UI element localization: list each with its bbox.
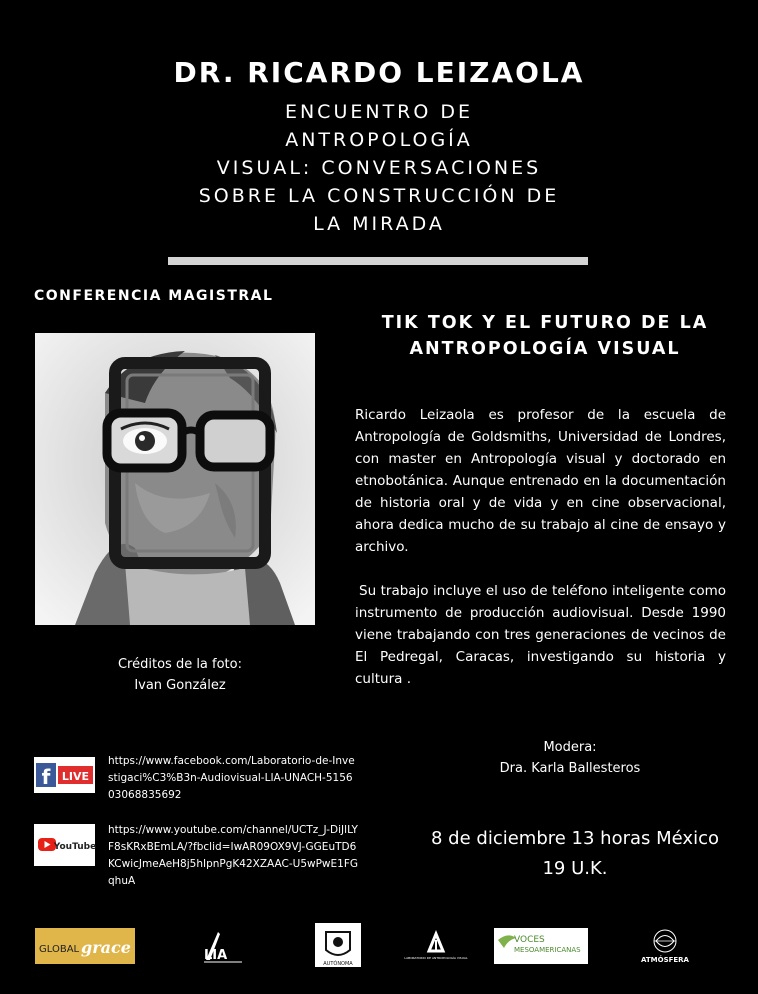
youtube-icon — [34, 824, 95, 866]
unach-logo — [314, 922, 362, 968]
event-title-line: LA MIRADA — [313, 213, 445, 235]
unach-logo-text: AUTÓNOMA — [323, 961, 353, 967]
event-date-uk: 19 U.K. — [542, 858, 608, 879]
bio-paragraph: Ricardo Leizaola es profesor de la escuela de Antropología de Goldsmiths, Universidad de Londres, con master en Antropología visual y doctorado en etnobotánica. Aunque entrenado en la documentación de historia oral y de vida y en cine observacional, ahora dedica mucho de su trabajo al cine de ensayo y archivo. — [355, 407, 726, 555]
moderator-label: Modera: — [543, 740, 597, 755]
talk-title-line: ANTROPOLOGÍA VISUAL — [409, 339, 681, 359]
atmosfera-text: ATMÓSFERA — [641, 956, 689, 964]
lab-antropologia-logo — [404, 926, 468, 966]
voces-logo-mark — [494, 926, 588, 966]
atmosfera-logo-mark — [640, 926, 690, 966]
event-title-line: ANTROPOLOGÍA — [285, 129, 473, 151]
voces-text-b: MESOAMERICANAS — [514, 946, 581, 954]
conference-label: CONFERENCIA MAGISTRAL — [34, 288, 274, 304]
talk-title — [355, 310, 735, 362]
youtube-badge[interactable] — [34, 824, 95, 866]
title-divider — [168, 257, 588, 265]
talk-title-line: TIK TOK Y EL FUTURO DE LA — [381, 313, 709, 333]
speaker-photo-illustration — [35, 333, 315, 625]
speaker-bio — [355, 404, 726, 712]
voces-text-a: VOCES — [514, 935, 545, 945]
lia-logo — [196, 926, 248, 966]
global-grace-text-b: grace — [81, 938, 131, 957]
lia-logo-text: LIA — [204, 948, 228, 963]
unach-logo-mark — [314, 922, 362, 968]
moderator-name: Dra. Karla Ballesteros — [499, 761, 641, 776]
global-grace-text-a: GLOBAL — [39, 944, 80, 955]
live-badge-text: LIVE — [61, 770, 90, 783]
event-date-mexico: 8 de diciembre 13 horas México — [431, 828, 719, 849]
youtube-label: YouTube — [53, 842, 97, 852]
bio-paragraph: Su trabajo incluye el uso de teléfono inteligente como instrumento de producción audiovisual. Desde 1990 viene trabajando con tres generaciones de vecinos de El Pedregal, Caracas, investigando su historia y cultura . — [355, 583, 726, 687]
youtube-link[interactable]: https://www.youtube.com/channel/UCTz_J-DiJlLYF8sKRxBEmLA/?fbclid=IwAR09OX9VJ-GGEuTD6KCwicJmeAeH8j5hIpnPgK42XZAAC-U5wPwE1FGqhuA — [108, 824, 358, 887]
event-title-line: VISUAL: CONVERSACIONES — [216, 157, 542, 179]
lab-antropologia-logo-mark — [404, 926, 468, 966]
event-title-line: ENCUENTRO DE — [284, 101, 474, 123]
atmosfera-logo — [640, 926, 690, 966]
photo-credits-author: Ivan González — [134, 678, 226, 693]
facebook-link[interactable]: https://www.facebook.com/Laboratorio-de-Investigaci%C3%B3n-Audiovisual-LIA-UNACH-515603068835692 — [108, 755, 355, 801]
global-grace-logo-mark — [35, 926, 135, 966]
lia-logo-mark — [196, 926, 248, 966]
voces-mesoamericanas-logo — [494, 926, 588, 966]
speaker-photo — [35, 333, 315, 625]
moderator — [470, 737, 670, 779]
facebook-live-badge[interactable] — [34, 757, 95, 793]
facebook-icon — [34, 757, 95, 793]
event-title — [150, 98, 608, 238]
photo-credits — [100, 654, 260, 696]
facebook-letter: f — [41, 765, 51, 789]
photo-credits-label: Créditos de la foto: — [117, 657, 242, 672]
speaker-name: DR. RICARDO LEIZAOLA — [173, 56, 585, 89]
lab-logo-text: LABORATORIO DE ANTROPOLOGÍA VISUAL — [404, 956, 468, 960]
global-grace-logo — [35, 926, 135, 966]
event-title-line: SOBRE LA CONSTRUCCIÓN DE — [198, 185, 560, 207]
event-date — [420, 824, 730, 884]
